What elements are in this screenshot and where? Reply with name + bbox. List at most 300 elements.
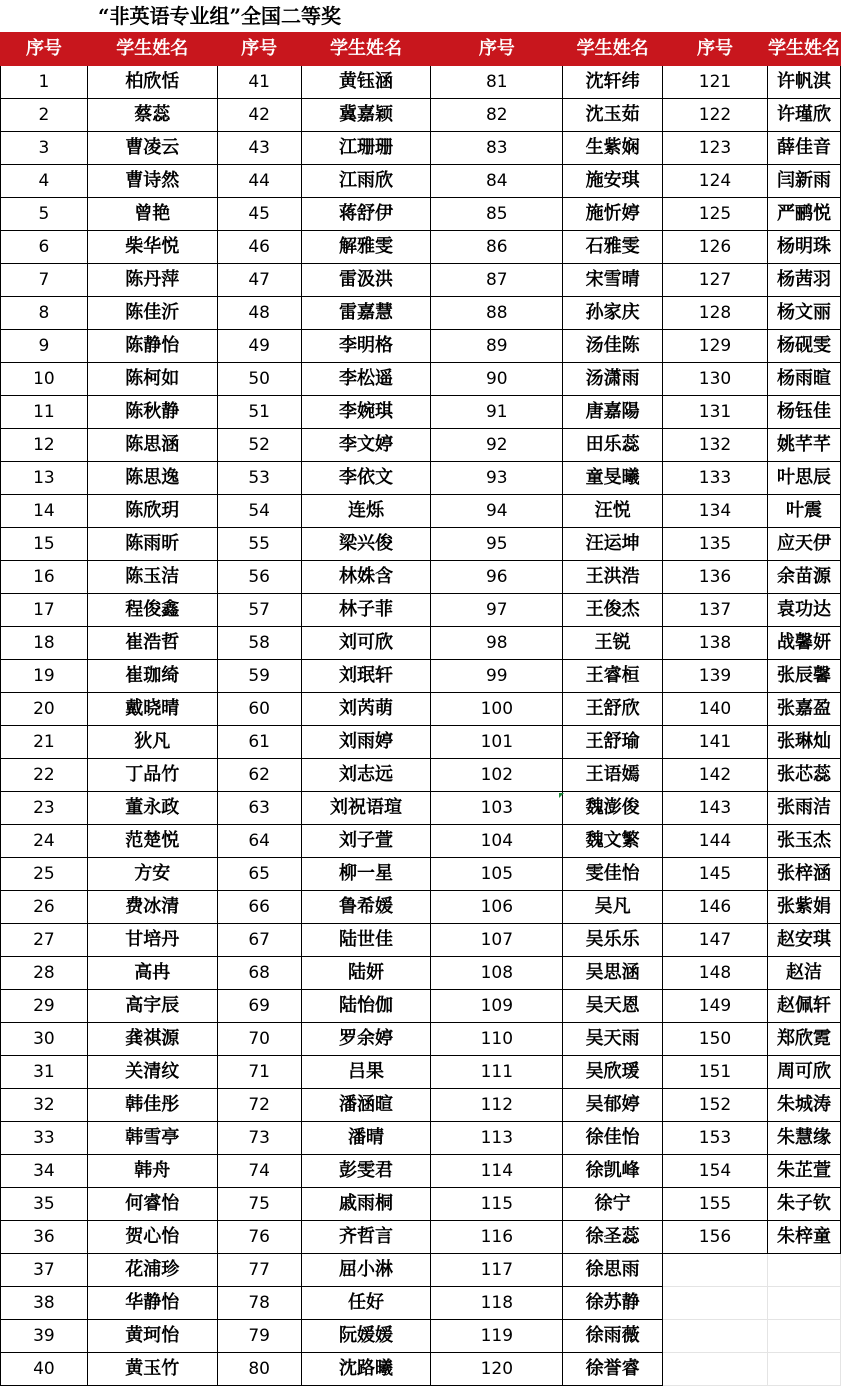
student-name-cell: 董永政 [87,792,217,825]
seq-number-cell: 46 [217,231,301,264]
seq-number-cell: 119 [431,1320,563,1353]
empty-cell [663,1353,768,1386]
seq-number-cell: 12 [1,429,88,462]
table-row [1,726,841,759]
student-name-cell: 朱芷萱 [767,1155,840,1188]
student-name-cell: 黄钰涵 [301,66,431,99]
seq-number-cell: 140 [663,693,768,726]
table-row [1,825,841,858]
seq-number-cell: 47 [217,264,301,297]
student-name-cell: 蔡蕊 [87,99,217,132]
seq-number-cell: 103 [431,792,563,825]
seq-number-cell: 101 [431,726,563,759]
student-name-cell: 雷嘉慧 [301,297,431,330]
seq-number-cell: 80 [217,1353,301,1386]
seq-number-cell: 15 [1,528,88,561]
seq-number-cell: 81 [431,66,563,99]
table-row [1,594,841,627]
student-name-cell: 刘子萱 [301,825,431,858]
student-name-cell: 汤佳陈 [563,330,663,363]
student-name-cell: 黄珂怡 [87,1320,217,1353]
student-name-cell: 杨明珠 [767,231,840,264]
student-name-cell: 王语嫣 [563,759,663,792]
table-row [1,792,841,825]
seq-number-cell: 84 [431,165,563,198]
student-name-cell: 朱慧缘 [767,1122,840,1155]
header-seq-4: 序号 [663,33,768,66]
student-name-cell: 柳一星 [301,858,431,891]
table-row [1,1254,841,1287]
student-name-cell: 王锐 [563,627,663,660]
student-name-cell: 林姝含 [301,561,431,594]
student-name-cell: 何睿怡 [87,1188,217,1221]
student-name-cell: 袁功达 [767,594,840,627]
seq-number-cell: 137 [663,594,768,627]
student-name-cell: 张芯蕊 [767,759,840,792]
student-name-cell: 费冰清 [87,891,217,924]
student-name-cell: 陈静怡 [87,330,217,363]
student-name-cell: 杨砚雯 [767,330,840,363]
table-row [1,561,841,594]
table-row [1,990,841,1023]
student-name-cell: 张辰馨 [767,660,840,693]
student-name-cell: 戴晓晴 [87,693,217,726]
seq-number-cell: 64 [217,825,301,858]
student-name-cell: 甘培丹 [87,924,217,957]
seq-number-cell: 57 [217,594,301,627]
title-row [0,0,841,33]
seq-number-cell: 24 [1,825,88,858]
seq-number-cell: 108 [431,957,563,990]
student-name-cell: 许瑾欣 [767,99,840,132]
seq-number-cell: 16 [1,561,88,594]
student-name-cell: 柴华悦 [87,231,217,264]
seq-number-cell: 114 [431,1155,563,1188]
seq-number-cell: 116 [431,1221,563,1254]
seq-number-cell: 151 [663,1056,768,1089]
seq-number-cell: 33 [1,1122,88,1155]
table-row [1,495,841,528]
seq-number-cell: 73 [217,1122,301,1155]
seq-number-cell: 141 [663,726,768,759]
seq-number-cell: 11 [1,396,88,429]
header-name-4: 学生姓名 [767,33,840,66]
seq-number-cell: 14 [1,495,88,528]
seq-number-cell: 9 [1,330,88,363]
student-name-cell: 杨雨暄 [767,363,840,396]
seq-number-cell: 126 [663,231,768,264]
header-seq-2: 序号 [217,33,301,66]
student-name-cell: 杨茜羽 [767,264,840,297]
student-name-cell: 沈轩纬 [563,66,663,99]
student-name-cell: 雷汲洪 [301,264,431,297]
student-name-cell: 徐苏静 [563,1287,663,1320]
seq-number-cell: 106 [431,891,563,924]
seq-number-cell: 48 [217,297,301,330]
student-name-cell: 应天伊 [767,528,840,561]
seq-number-cell: 54 [217,495,301,528]
student-name-cell: 童旻曦 [563,462,663,495]
seq-number-cell: 61 [217,726,301,759]
student-name-cell: 陈欣玥 [87,495,217,528]
seq-number-cell: 76 [217,1221,301,1254]
student-name-cell: 施忻婷 [563,198,663,231]
student-name-cell: 沈玉茹 [563,99,663,132]
seq-number-cell: 43 [217,132,301,165]
header-seq-3: 序号 [431,33,563,66]
seq-number-cell: 2 [1,99,88,132]
seq-number-cell: 110 [431,1023,563,1056]
seq-number-cell: 120 [431,1353,563,1386]
table-row [1,1089,841,1122]
seq-number-cell: 56 [217,561,301,594]
student-name-cell: 郑欣霓 [767,1023,840,1056]
table-row [1,891,841,924]
table-row [1,627,841,660]
table-row [1,528,841,561]
student-name-cell: 华静怡 [87,1287,217,1320]
seq-number-cell: 32 [1,1089,88,1122]
seq-number-cell: 112 [431,1089,563,1122]
seq-number-cell: 94 [431,495,563,528]
student-name-cell: 朱城涛 [767,1089,840,1122]
seq-number-cell: 4 [1,165,88,198]
student-name-cell: 魏文繁 [563,825,663,858]
table-row [1,759,841,792]
seq-number-cell: 82 [431,99,563,132]
student-name-cell: 韩舟 [87,1155,217,1188]
empty-cell [767,1254,840,1287]
student-name-cell: 徐宁 [563,1188,663,1221]
empty-cell [767,1287,840,1320]
student-name-cell: 韩雪亭 [87,1122,217,1155]
student-name-cell: 薛佳音 [767,132,840,165]
student-name-cell: 陆怡伽 [301,990,431,1023]
student-name-cell: 陈思涵 [87,429,217,462]
seq-number-cell: 59 [217,660,301,693]
seq-number-cell: 130 [663,363,768,396]
sheet-title: “非英语专业组”全国二等奖 [98,4,342,28]
seq-number-cell: 62 [217,759,301,792]
seq-number-cell: 6 [1,231,88,264]
seq-number-cell: 45 [217,198,301,231]
seq-number-cell: 18 [1,627,88,660]
seq-number-cell: 129 [663,330,768,363]
student-name-cell: 张琳灿 [767,726,840,759]
seq-number-cell: 31 [1,1056,88,1089]
student-name-cell: 潘涵暄 [301,1089,431,1122]
table-body [1,66,841,1386]
student-name-cell: 周可欣 [767,1056,840,1089]
seq-number-cell: 85 [431,198,563,231]
table-row [1,1122,841,1155]
empty-cell [663,1254,768,1287]
student-name-cell: 刘珉轩 [301,660,431,693]
seq-number-cell: 104 [431,825,563,858]
seq-number-cell: 53 [217,462,301,495]
student-name-cell: 赵安琪 [767,924,840,957]
student-name-cell: 张梓涵 [767,858,840,891]
student-name-cell: 汪悦 [563,495,663,528]
student-name-cell: 张紫娟 [767,891,840,924]
seq-number-cell: 97 [431,594,563,627]
student-name-cell: 叶震 [767,495,840,528]
seq-number-cell: 38 [1,1287,88,1320]
student-name-cell: 高宇辰 [87,990,217,1023]
student-name-cell: 江珊珊 [301,132,431,165]
seq-number-cell: 65 [217,858,301,891]
table-row [1,165,841,198]
seq-number-cell: 93 [431,462,563,495]
student-name-cell: 梁兴俊 [301,528,431,561]
table-row [1,1221,841,1254]
student-name-cell: 李明格 [301,330,431,363]
student-name-cell: 吴思涵 [563,957,663,990]
seq-number-cell: 90 [431,363,563,396]
student-name-cell: 解雅雯 [301,231,431,264]
student-name-cell: 连烁 [301,495,431,528]
seq-number-cell: 99 [431,660,563,693]
seq-number-cell: 66 [217,891,301,924]
student-name-cell: 范楚悦 [87,825,217,858]
seq-number-cell: 72 [217,1089,301,1122]
seq-number-cell: 83 [431,132,563,165]
seq-number-cell: 133 [663,462,768,495]
student-name-cell: 陈丹萍 [87,264,217,297]
seq-number-cell: 10 [1,363,88,396]
student-name-cell: 刘可欣 [301,627,431,660]
seq-number-cell: 30 [1,1023,88,1056]
table-row [1,693,841,726]
student-name-cell: 花浦珍 [87,1254,217,1287]
seq-number-cell: 28 [1,957,88,990]
student-name-cell: 任好 [301,1287,431,1320]
seq-number-cell: 75 [217,1188,301,1221]
seq-number-cell: 144 [663,825,768,858]
seq-number-cell: 49 [217,330,301,363]
seq-number-cell: 41 [217,66,301,99]
seq-number-cell: 21 [1,726,88,759]
table-row [1,231,841,264]
seq-number-cell: 132 [663,429,768,462]
seq-number-cell: 77 [217,1254,301,1287]
table-row [1,1188,841,1221]
seq-number-cell: 44 [217,165,301,198]
student-name-cell: 徐凯峰 [563,1155,663,1188]
table-row [1,660,841,693]
seq-number-cell: 52 [217,429,301,462]
table-row [1,1155,841,1188]
student-name-cell: 吴郁婷 [563,1089,663,1122]
seq-number-cell: 143 [663,792,768,825]
student-name-cell: 丁品竹 [87,759,217,792]
table-row [1,462,841,495]
student-name-cell: 汤潇雨 [563,363,663,396]
seq-number-cell: 121 [663,66,768,99]
cell-comment-marker [559,793,564,798]
student-name-cell: 韩佳彤 [87,1089,217,1122]
student-name-cell: 柏欣恬 [87,66,217,99]
seq-number-cell: 147 [663,924,768,957]
seq-number-cell: 91 [431,396,563,429]
seq-number-cell: 109 [431,990,563,1023]
seq-number-cell: 131 [663,396,768,429]
student-name-cell: 吴乐乐 [563,924,663,957]
student-name-cell: 叶思辰 [767,462,840,495]
student-name-cell: 王舒瑜 [563,726,663,759]
student-name-cell: 程俊鑫 [87,594,217,627]
table-row [1,1287,841,1320]
seq-number-cell: 34 [1,1155,88,1188]
seq-number-cell: 102 [431,759,563,792]
table-row [1,957,841,990]
seq-number-cell: 78 [217,1287,301,1320]
student-name-cell: 吴天雨 [563,1023,663,1056]
seq-number-cell: 58 [217,627,301,660]
seq-number-cell: 8 [1,297,88,330]
table-row [1,1056,841,1089]
seq-number-cell: 135 [663,528,768,561]
student-name-cell: 李依文 [301,462,431,495]
seq-number-cell: 92 [431,429,563,462]
seq-number-cell: 89 [431,330,563,363]
student-name-cell: 陈思逸 [87,462,217,495]
student-name-cell: 崔珈绮 [87,660,217,693]
table-row [1,264,841,297]
student-name-cell: 戚雨桐 [301,1188,431,1221]
student-name-cell: 徐圣蕊 [563,1221,663,1254]
student-name-cell: 张玉杰 [767,825,840,858]
student-name-cell: 徐佳怡 [563,1122,663,1155]
student-name-cell: 闫新雨 [767,165,840,198]
student-name-cell: 余苗源 [767,561,840,594]
student-name-cell: 雯佳怡 [563,858,663,891]
seq-number-cell: 107 [431,924,563,957]
student-name-cell: 冀嘉颖 [301,99,431,132]
table-row [1,66,841,99]
seq-number-cell: 98 [431,627,563,660]
seq-number-cell: 19 [1,660,88,693]
seq-number-cell: 95 [431,528,563,561]
student-name-cell: 刘雨婷 [301,726,431,759]
student-name-cell: 陈秋静 [87,396,217,429]
table-row [1,297,841,330]
seq-number-cell: 139 [663,660,768,693]
seq-number-cell: 29 [1,990,88,1023]
seq-number-cell: 125 [663,198,768,231]
seq-number-cell: 23 [1,792,88,825]
seq-number-cell: 50 [217,363,301,396]
student-name-cell: 曹凌云 [87,132,217,165]
table-row [1,1023,841,1056]
seq-number-cell: 7 [1,264,88,297]
table-row [1,1320,841,1353]
header-name-3: 学生姓名 [563,33,663,66]
seq-number-cell: 148 [663,957,768,990]
seq-number-cell: 67 [217,924,301,957]
student-name-cell: 彭雯君 [301,1155,431,1188]
student-name-cell: 狄凡 [87,726,217,759]
seq-number-cell: 150 [663,1023,768,1056]
seq-number-cell: 87 [431,264,563,297]
student-name-cell: 徐誉睿 [563,1353,663,1386]
header-name-1: 学生姓名 [87,33,217,66]
student-name-cell: 潘晴 [301,1122,431,1155]
student-name-cell: 许帆淇 [767,66,840,99]
student-name-cell: 高冉 [87,957,217,990]
seq-number-cell: 138 [663,627,768,660]
student-name-cell: 陈柯如 [87,363,217,396]
table-row [1,198,841,231]
seq-number-cell: 35 [1,1188,88,1221]
student-name-cell: 王睿桓 [563,660,663,693]
student-name-cell: 齐哲言 [301,1221,431,1254]
student-name-cell: 施安琪 [563,165,663,198]
student-name-cell: 姚芊芊 [767,429,840,462]
seq-number-cell: 13 [1,462,88,495]
seq-number-cell: 115 [431,1188,563,1221]
header-row [1,33,841,66]
seq-number-cell: 122 [663,99,768,132]
seq-number-cell: 1 [1,66,88,99]
seq-number-cell: 3 [1,132,88,165]
student-name-cell: 吕果 [301,1056,431,1089]
student-name-cell: 赵佩轩 [767,990,840,1023]
seq-number-cell: 17 [1,594,88,627]
student-name-cell: 李松遥 [301,363,431,396]
student-name-cell: 鲁希媛 [301,891,431,924]
seq-number-cell: 96 [431,561,563,594]
header-seq-1: 序号 [1,33,88,66]
seq-number-cell: 127 [663,264,768,297]
student-name-cell: 朱子钦 [767,1188,840,1221]
student-name-cell: 徐雨薇 [563,1320,663,1353]
student-name-cell: 赵洁 [767,957,840,990]
seq-number-cell: 134 [663,495,768,528]
seq-number-cell: 5 [1,198,88,231]
seq-number-cell: 145 [663,858,768,891]
seq-number-cell: 136 [663,561,768,594]
seq-number-cell: 118 [431,1287,563,1320]
student-name-cell: 陆妍 [301,957,431,990]
seq-number-cell: 70 [217,1023,301,1056]
seq-number-cell: 42 [217,99,301,132]
seq-number-cell: 117 [431,1254,563,1287]
table-row [1,99,841,132]
student-name-cell: 曹诗然 [87,165,217,198]
student-name-cell: 严鹂悦 [767,198,840,231]
seq-number-cell: 26 [1,891,88,924]
seq-number-cell: 152 [663,1089,768,1122]
student-name-cell: 魏澎俊 [563,792,663,825]
seq-number-cell: 113 [431,1122,563,1155]
seq-number-cell: 111 [431,1056,563,1089]
student-name-cell: 陈佳沂 [87,297,217,330]
table-row [1,429,841,462]
empty-cell [767,1353,840,1386]
student-name-cell: 田乐蕊 [563,429,663,462]
student-name-cell: 李文婷 [301,429,431,462]
student-name-cell: 张雨洁 [767,792,840,825]
seq-number-cell: 36 [1,1221,88,1254]
student-name-cell: 江雨欣 [301,165,431,198]
seq-number-cell: 60 [217,693,301,726]
student-name-cell: 陆世佳 [301,924,431,957]
student-name-cell: 徐思雨 [563,1254,663,1287]
seq-number-cell: 105 [431,858,563,891]
student-name-cell: 关清纹 [87,1056,217,1089]
student-name-cell: 宋雪晴 [563,264,663,297]
